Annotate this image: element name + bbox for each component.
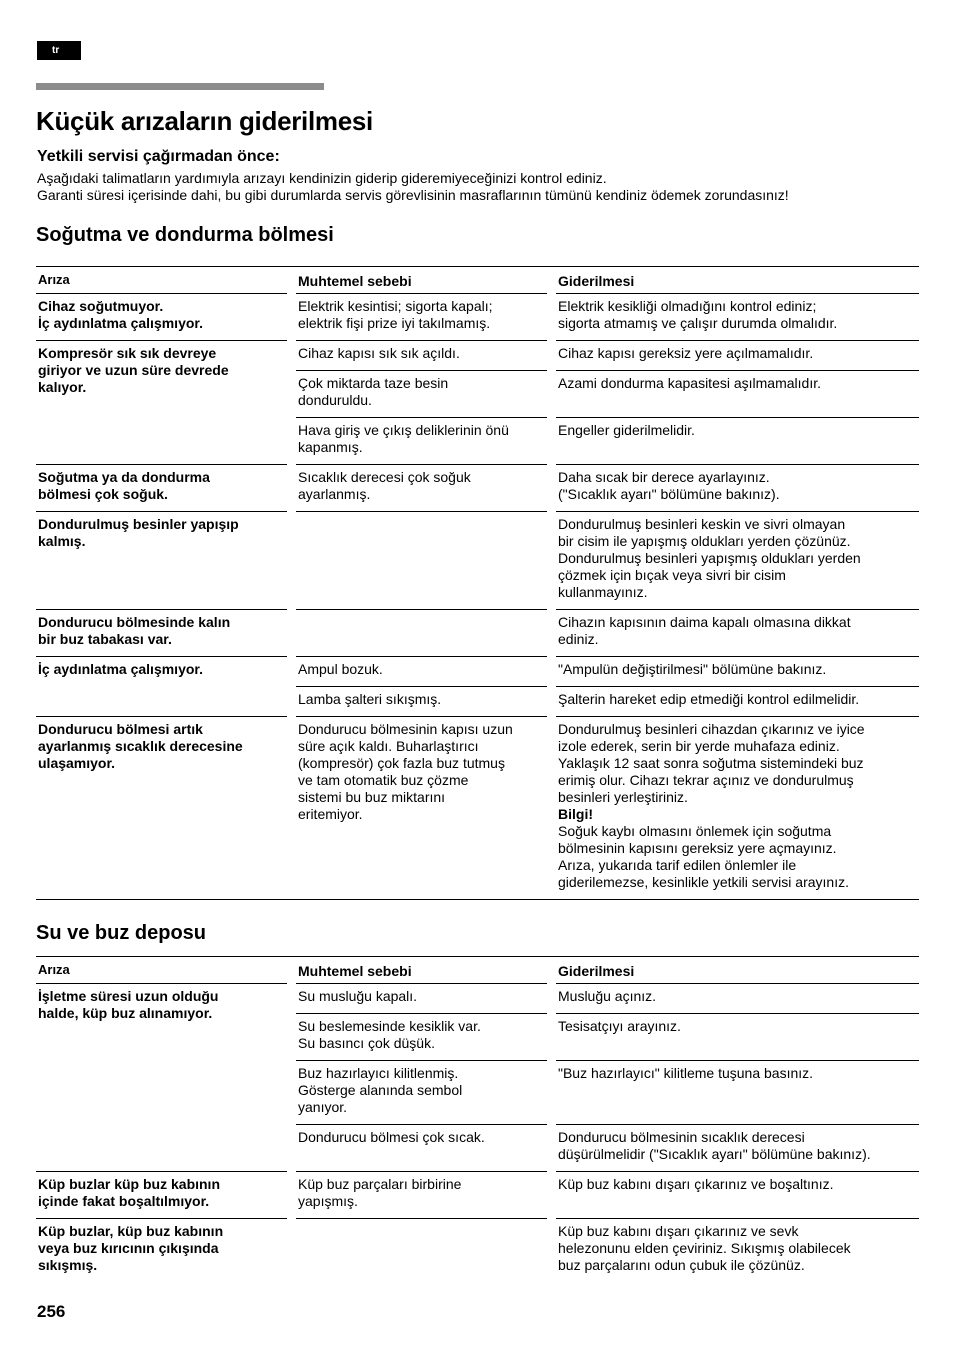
remedy-cell: Dondurulmuş besinleri cihazdan çıkarınız ve iyice izole ederek, serin bir yerde muhafaza ediniz. Yaklaşık 12 saat sonra soğutma sistemindeki buz erimiş olur. Cihazı tekrar açınız ve dondurulmuş besinleri yerleştiriniz. Bilgi! Soğuk kaybı olmasını önlemek için soğutma bölmesinin kapısını gereksiz yere açmayınız. Arıza, yukarıda tarif edilen önlemler ile giderilemezse, kesinlikle yetkili servisi arayınız. [556,717,919,900]
note-label: Bilgi! [558,806,593,822]
table-row [36,984,919,1014]
table-row [36,610,919,657]
section-title-cooling: Soğutma ve dondurma bölmesi [36,224,334,246]
table-row [36,717,919,900]
table-row [36,294,919,341]
fault-cell: Kompresör sık sık devreye giriyor ve uzun süre devrede kalıyor. [36,341,287,465]
remedy-cell: Elektrik kesikliği olmadığını kontrol ediniz; sigorta atmamış ve çalışır durumda olmalıdır. [556,294,919,341]
header-remedy: Giderilmesi [556,957,919,984]
fault-cell: Küp buzlar küp buz kabının içinde fakat boşaltılmıyor. [36,1172,287,1219]
remedy-cell: Azami dondurma kapasitesi aşılmamalıdır. [556,371,919,418]
remedy-cell: Engeller giderilmelidir. [556,418,919,465]
intro-line: Garanti süresi içerisinde dahi, bu gibi durumlarda servis görevlisinin masraflarının tümünü kendiniz ödemek zorundasınız! [37,187,789,203]
header-fault: Arıza [36,957,287,984]
cause-cell [296,1219,547,1283]
remedy-cell: Dondurucu bölmesinin sıcaklık derecesi düşürülmelidir ("Sıcaklık ayarı" bölümüne bakınız). [556,1125,919,1172]
remedy-cell: Tesisatçıyı arayınız. [556,1014,919,1061]
table-row [36,657,919,687]
header-fault: Arıza [36,267,287,294]
table-row [36,341,919,371]
remedy-cell: "Ampulün değiştirilmesi" bölümüne bakınız. [556,657,919,687]
cause-cell: Cihaz kapısı sık sık açıldı. [296,341,547,371]
top-rule [36,83,324,90]
cause-cell [296,512,547,610]
cause-cell: Dondurucu bölmesi çok sıcak. [296,1125,547,1172]
cause-cell: Dondurucu bölmesinin kapısı uzun süre açık kaldı. Buharlaştırıcı (kompresör) çok fazla buz tutmuş ve tam otomatik buz çözme sistemi bu buz miktarını eritemiyor. [296,717,547,900]
cause-cell: Elektrik kesintisi; sigorta kapalı; elektrik fişi prize iyi takılmamış. [296,294,547,341]
cause-cell: Hava giriş ve çıkış deliklerinin önü kapanmış. [296,418,547,465]
fault-cell: İşletme süresi uzun olduğu halde, küp buz alınamıyor. [36,984,287,1172]
cause-cell: Sıcaklık derecesi çok soğuk ayarlanmış. [296,465,547,512]
fault-cell: Soğutma ya da dondurma bölmesi çok soğuk. [36,465,287,512]
fault-cell: Cihaz soğutmuyor. İç aydınlatma çalışmıyor. [36,294,287,341]
remedy-cell: Cihazın kapısının daima kapalı olmasına dikkat ediniz. [556,610,919,657]
intro-line: Aşağıdaki talimatların yardımıyla arızayı kendinizin giderip gideremiyeceğinizi kontrol ediniz. [37,170,607,186]
table-row [36,1172,919,1219]
cause-cell: Su beslemesinde kesiklik var. Su basıncı çok düşük. [296,1014,547,1061]
remedy-cell: "Buz hazırlayıcı" kilitleme tuşuna basınız. [556,1061,919,1125]
fault-cell: Küp buzlar, küp buz kabının veya buz kırıcının çıkışında sıkışmış. [38,1223,224,1273]
cause-cell: Çok miktarda taze besin donduruldu. [296,371,547,418]
page-number: 256 [37,1302,66,1321]
remedy-cell: Daha sıcak bir derece ayarlayınız. ("Sıcaklık ayarı" bölümüne bakınız). [556,465,919,512]
header-remedy: Giderilmesi [556,267,919,294]
remedy-cell: Cihaz kapısı gereksiz yere açılmamalıdır. [556,341,919,371]
fault-table-cooling [36,266,919,900]
fault-cell: Dondurulmuş besinler yapışıp kalmış. [36,512,287,610]
table-row [36,465,919,512]
cause-cell: Buz hazırlayıcı kilitlenmiş. Gösterge alanında sembol yanıyor. [296,1061,547,1125]
cause-cell: Lamba şalteri sıkışmış. [296,687,547,717]
language-badge: tr [37,41,81,60]
header-cause: Muhtemel sebebi [296,957,547,984]
fault-table-ice [36,956,919,1282]
fault-cell: Dondurucu bölmesinde kalın bir buz tabakası var. [36,610,287,657]
remedy-cell: Musluğu açınız. [556,984,919,1014]
table-row [36,512,919,610]
page-title: Küçük arızaların giderilmesi [36,106,373,136]
intro-text [37,170,789,204]
cause-cell: Ampul bozuk. [296,657,547,687]
cause-cell: Su musluğu kapalı. [296,984,547,1014]
subheading: Yetkili servisi çağırmadan önce: [37,148,280,165]
remedy-cell: Şalterin hareket edip etmediği kontrol edilmelidir. [556,687,919,717]
header-cause: Muhtemel sebebi [296,267,547,294]
fault-cell: İç aydınlatma çalışmıyor. [36,657,287,717]
fault-cell: Dondurucu bölmesi artık ayarlanmış sıcaklık derecesine ulaşamıyor. [36,717,287,900]
remedy-cell: Dondurulmuş besinleri keskin ve sivri olmayan bir cisim ile yapışmış oldukları yerden çözünüz. Dondurulmuş besinleri yapışmış oldukları yerden çözmek için bıçak veya sivri bir cisim kullanmayınız. [556,512,919,610]
cause-cell: Küp buz parçaları birbirine yapışmış. [296,1172,547,1219]
table-row [36,1219,919,1283]
section-title-ice: Su ve buz deposu [36,922,207,944]
remedy-cell: Küp buz kabını dışarı çıkarınız ve sevk helezonunu elden çeviriniz. Sıkışmış olabilecek buz parçalarını odun çubuk ile çözünüz. [558,1223,851,1273]
cause-cell [296,610,547,657]
remedy-cell: Küp buz kabını dışarı çıkarınız ve boşaltınız. [556,1172,919,1219]
